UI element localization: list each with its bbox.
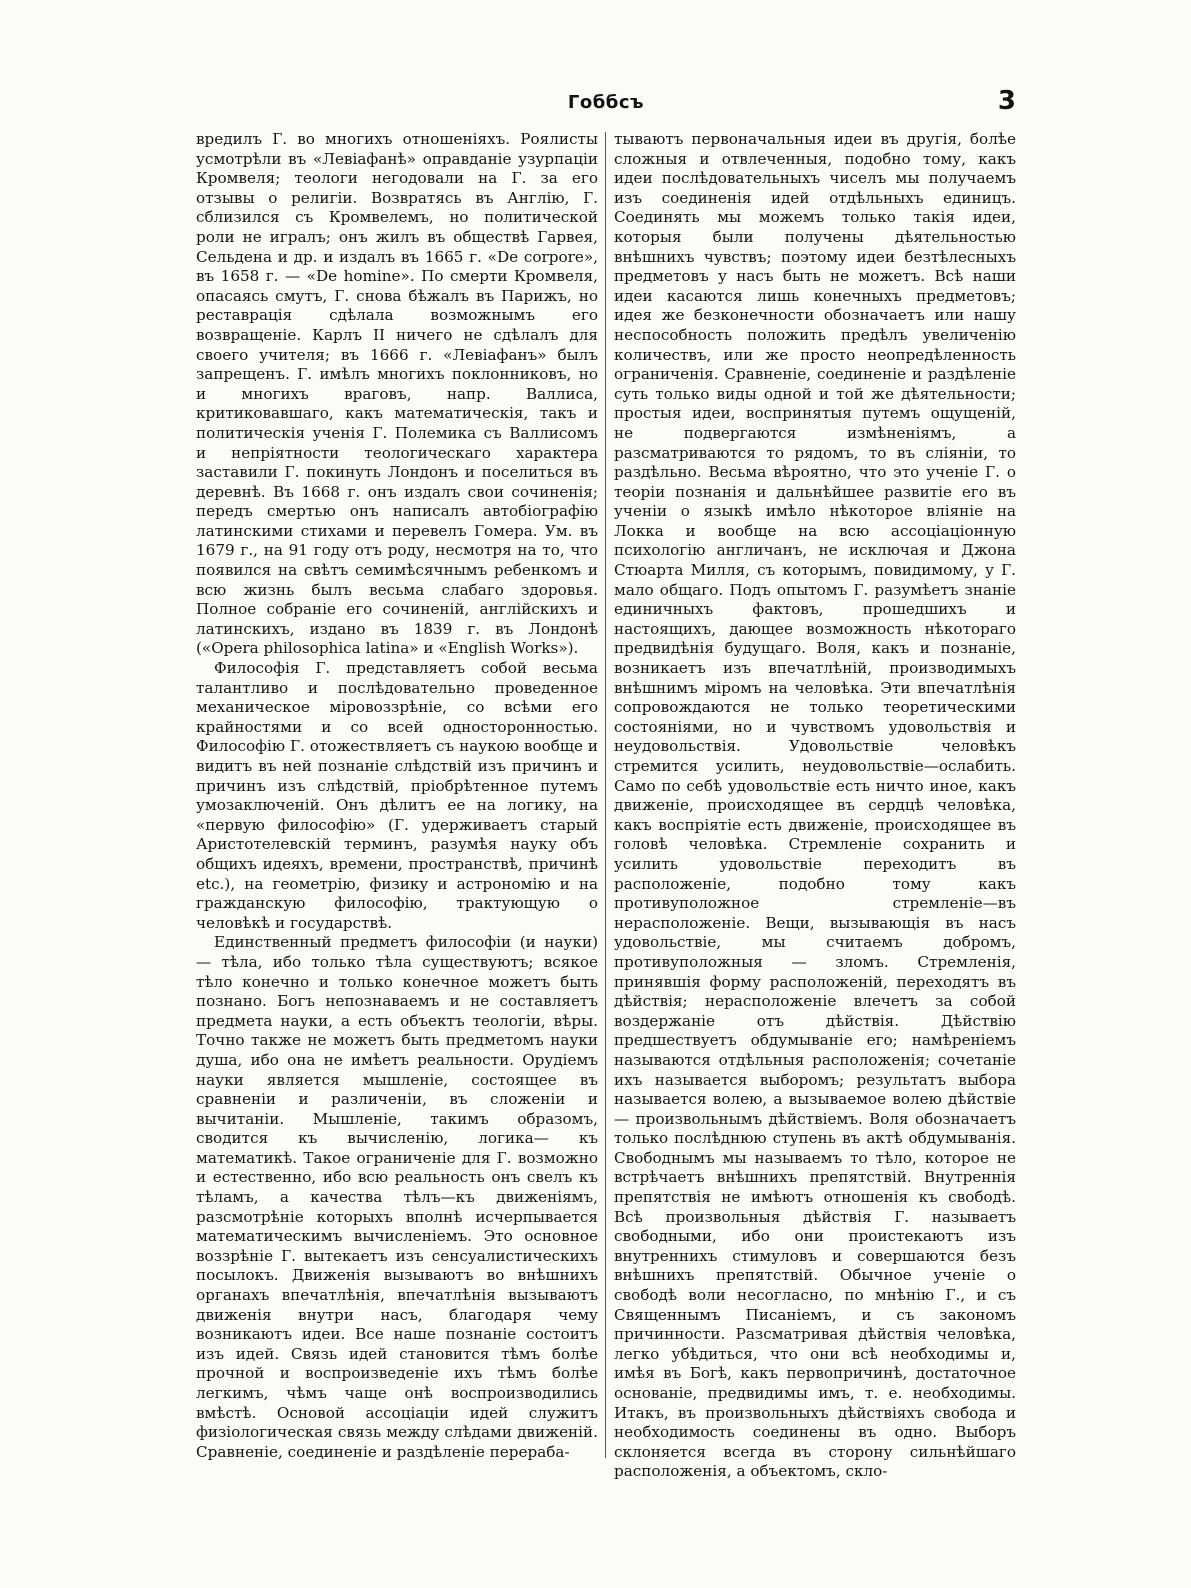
paragraph: вредилъ Г. во многихъ отношеніяхъ. Роялисты усмотрѣли въ «Левіафанѣ» оправданіе узурпаціи Кромвеля; теологи негодовали на Г. за его отзывы о религіи. Возвратясь въ Англію, Г. сблизился съ Кромвелемъ, но политической роли не игралъ; онъ жилъ въ обществѣ Гарвея, Сельдена и др. и издалъ въ 1665 г. «De corpore», въ 1658 г. — «De homine». По смерти Кромвеля, опасаясь смутъ, Г. снова бѣжалъ въ Парижъ, но реставрація сдѣлала возможнымъ его возвращеніе. Карлъ II ничего не сдѣлалъ для своего учителя; въ 1666 г. «Левіафанъ» былъ запрещенъ. Г. имѣлъ многихъ поклонниковъ, но и многихъ враговъ, напр. Валлиса, критиковавшаго, какъ математическія, такъ и политическія ученія Г. Полемика съ Валлисомъ и непріятности теологическаго характера заставили Г. покинуть Лондонъ и поселиться въ деревнѣ. Въ 1668 г. онъ издалъ свои сочиненія; передъ смертью онъ написалъ автобіографію латинскими стихами и перевелъ Гомера. Ум. въ 1679 г., на 91 году отъ роду, несмотря на то, что появился на свѣтъ семимѣсячнымъ ребенкомъ и всю жизнь былъ весьма слабаго здоровья. Полное собраніе его сочиненій, англійскихъ и латинскихъ, издано въ 1839 г. въ Лондонѣ («Opera philosophica latina» и «English Works»). (196, 130, 598, 658)
left-column (196, 130, 598, 1462)
running-title: Гоббсъ (567, 92, 645, 113)
page-number: 3 (997, 86, 1016, 116)
paragraph: Философія Г. представляетъ собой весьма талантливо и послѣдовательно проведенное механическое міровоззрѣніе, со всѣми его крайностями и со всей односторонностью. Философію Г. отожествляетъ съ наукою вообще и видитъ въ ней познаніе слѣдствій изъ причинъ и причинъ изъ слѣдствій, пріобрѣтенное путемъ умозаключеній. Онъ дѣлитъ ее на логику, на «первую философію» (Г. удерживаетъ старый Аристотелевскій терминъ, разумѣя науку объ общихъ идеяхъ, времени, пространствѣ, причинѣ etc.), на геометрію, физику и астрономію и на гражданскую философію, трактующую о человѣкѣ и государствѣ. (196, 659, 598, 932)
paragraph: тываютъ первоначальныя идеи въ другія, болѣе сложныя и отвлеченныя, подобно тому, какъ идеи послѣдовательныхъ чиселъ мы получаемъ изъ соединенія идей отдѣльныхъ единицъ. Соединять мы можемъ только такія идеи, которыя были получены дѣятельностью внѣшнихъ чувствъ; поэтому идеи безтѣлесныхъ предметовъ у насъ быть не можетъ. Всѣ наши идеи касаются лишь конечныхъ предметовъ; идея же безконечности обозначаетъ или нашу неспособность положить предѣлъ увеличенію количествъ, или же просто неопредѣленность ограниченія. Сравненіе, соединеніе и раздѣленіе суть только виды одной и той же дѣятельности; простыя идеи, воспринятыя путемъ ощущеній, не подвергаются измѣненіямъ, а разсматриваются то рядомъ, то въ сліяніи, то раздѣльно. Весьма вѣроятно, что это ученіе Г. о теоріи познанія и дальнѣйшее развитіе его въ ученіи о языкѣ имѣло нѣкоторое вліяніе на Локка и вообще на всю ассоціаціонную психологію англичанъ, не исключая и Джона Стюарта Милля, съ которымъ, повидимому, у Г. мало общаго. Подъ опытомъ Г. разумѣетъ знаніе единичныхъ фактовъ, прошедшихъ и настоящихъ, дающее возможность нѣкотораго предвидѣнія будущаго. Воля, какъ и познаніе, возникаетъ изъ впечатлѣній, производимыхъ внѣшнимъ міромъ на человѣка. Эти впечатлѣнія сопровождаются не только теоретическими состояніями, но и чувствомъ удовольствія и неудовольствія. Удовольствіе человѣкъ стремится усилить, неудовольствіе—ослабить. Само по себѣ удовольствіе есть ничто иное, какъ движеніе, происходящее въ сердцѣ человѣка, какъ воспріятіе есть движеніе, происходящее въ головѣ человѣка. Стремленіе сохранить и усилить удовольствіе переходитъ въ расположеніе, подобно тому какъ противуположное стремленіе—въ нерасположеніе. Вещи, вызывающія въ насъ удовольствіе, мы считаемъ добромъ, противуположныя — зломъ. Стремленія, принявшія форму расположеній, переходятъ въ дѣйствія; нерасположеніе влечетъ за собой воздержаніе отъ дѣйствія. Дѣйствію предшествуетъ обдумываніе его; намѣреніемъ называются отдѣльныя расположенія; сочетаніе ихъ называется выборомъ; результатъ выбора называется волею, а вызываемое волею дѣйствіе — произвольнымъ дѣйствіемъ. Воля обозначаетъ только послѣднюю ступень въ актѣ обдумыванія. Свободнымъ мы называемъ то тѣло, которое не встрѣчаетъ внѣшнихъ препятствій. Внутреннія препятствія не имѣютъ отношенія къ свободѣ. Всѣ произвольныя дѣйствія Г. называетъ свободными, ибо они проистекаютъ изъ внутреннихъ стимуловъ и совершаются безъ внѣшнихъ препятствій. Обычное ученіе о свободѣ воли несогласно, по мнѣнію Г., и съ Священнымъ Писаніемъ, и съ закономъ причинности. Разсматривая дѣйствія человѣка, легко убѣдиться, что они всѣ необходимы и, имѣя въ Богѣ, какъ первопричинѣ, достаточное основаніе, предвидимы имъ, т. е. необходимы. Итакъ, въ произвольныхъ дѣйствіяхъ свобода и необходимость соединены въ одно. Выборъ склоняется всегда въ сторону сильнѣйшаго расположенія, а объектомъ, скло- (614, 130, 1016, 1481)
column-divider (605, 132, 606, 1458)
paragraph: Единственный предметъ философіи (и науки) — тѣла, ибо только тѣла существуютъ; всякое тѣло конечно и только конечное можетъ быть познано. Богъ непознаваемъ и не составляетъ предмета науки, а есть объектъ теологіи, вѣры. Точно также не можетъ быть предметомъ науки душа, ибо она не имѣетъ реальности. Орудіемъ науки является мышленіе, состоящее въ сравненіи и различеніи, въ сложеніи и вычитаніи. Мышленіе, такимъ образомъ, сводится къ вычисленію, логика— къ математикѣ. Такое ограниченіе для Г. возможно и естественно, ибо всю реальность онъ свелъ къ тѣламъ, а качества тѣлъ—къ движеніямъ, разсмотрѣніе которыхъ вполнѣ исчерпывается математическимъ вычисленіемъ. Это основное воззрѣніе Г. вытекаетъ изъ сенсуалистическихъ посылокъ. Движенія вызываютъ во внѣшнихъ органахъ впечатлѣнія, впечатлѣнія вызываютъ движенія внутри насъ, благодаря чему возникаютъ идеи. Все наше познаніе состоитъ изъ идей. Связь идей становится тѣмъ болѣе прочной и воспроизведеніе ихъ тѣмъ болѣе легкимъ, чѣмъ чаще онѣ воспроизводились вмѣстѣ. Основой ассоціаціи идей служитъ физіологическая связь между слѣдами движеній. Сравненіе, соединеніе и раздѣленіе перераба- (196, 933, 598, 1461)
right-column (614, 130, 1016, 1482)
page-header (196, 88, 1016, 118)
